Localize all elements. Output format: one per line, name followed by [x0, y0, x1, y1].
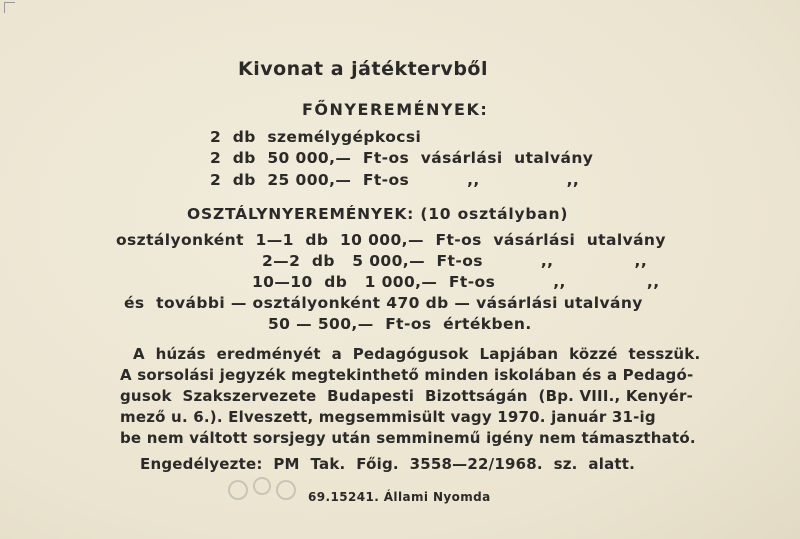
class-prize-line: és további — osztályonként 470 db — vásárlási utalvány — [124, 294, 643, 312]
class-prize-line: 10—10 db 1 000,— Ft-os ,, ,, — [252, 273, 660, 291]
printer-imprint: 69.15241. Állami Nyomda — [308, 490, 491, 504]
main-prize-line: 2 db 50 000,— Ft-os vásárlási utalvány — [210, 149, 594, 167]
document-title: Kivonat a játéktervből — [238, 58, 488, 80]
paragraph-line: mező u. 6.). Elveszett, megsemmisült vagy 1970. január 31-ig — [120, 408, 656, 426]
main-prize-line: 2 db személygépkocsi — [210, 128, 422, 146]
paragraph-line: gusok Szakszervezete Budapesti Bizottságán (Bp. VIII., Kenyér- — [120, 387, 694, 405]
main-prize-line: 2 db 25 000,— Ft-os ,, ,, — [210, 171, 580, 189]
class-prizes-heading: OSZTÁLYNYEREMÉNYEK: (10 osztályban) — [187, 205, 569, 223]
main-prizes-heading: FŐNYEREMÉNYEK: — [302, 100, 489, 119]
class-prize-line: 2—2 db 5 000,— Ft-os ,, ,, — [262, 252, 648, 270]
class-prize-line: osztályonként 1—1 db 10 000,— Ft-os vásárlási utalvány — [116, 231, 666, 249]
approval-line: Engedélyezte: PM Tak. Főig. 3558—22/1968. sz. alatt. — [140, 455, 636, 473]
corner-mark — [4, 2, 15, 13]
faded-stamp-mark — [218, 470, 308, 506]
paragraph-line: A húzás eredményét a Pedagógusok Lapjában közzé tesszük. — [133, 345, 701, 363]
paragraph-line: A sorsolási jegyzék megtekinthető minden iskolában és a Pedagó- — [120, 366, 694, 384]
class-prize-line: 50 — 500,— Ft-os értékben. — [268, 315, 532, 333]
paragraph-line: be nem váltott sorsjegy után semminemű igény nem támasztható. — [120, 429, 696, 447]
